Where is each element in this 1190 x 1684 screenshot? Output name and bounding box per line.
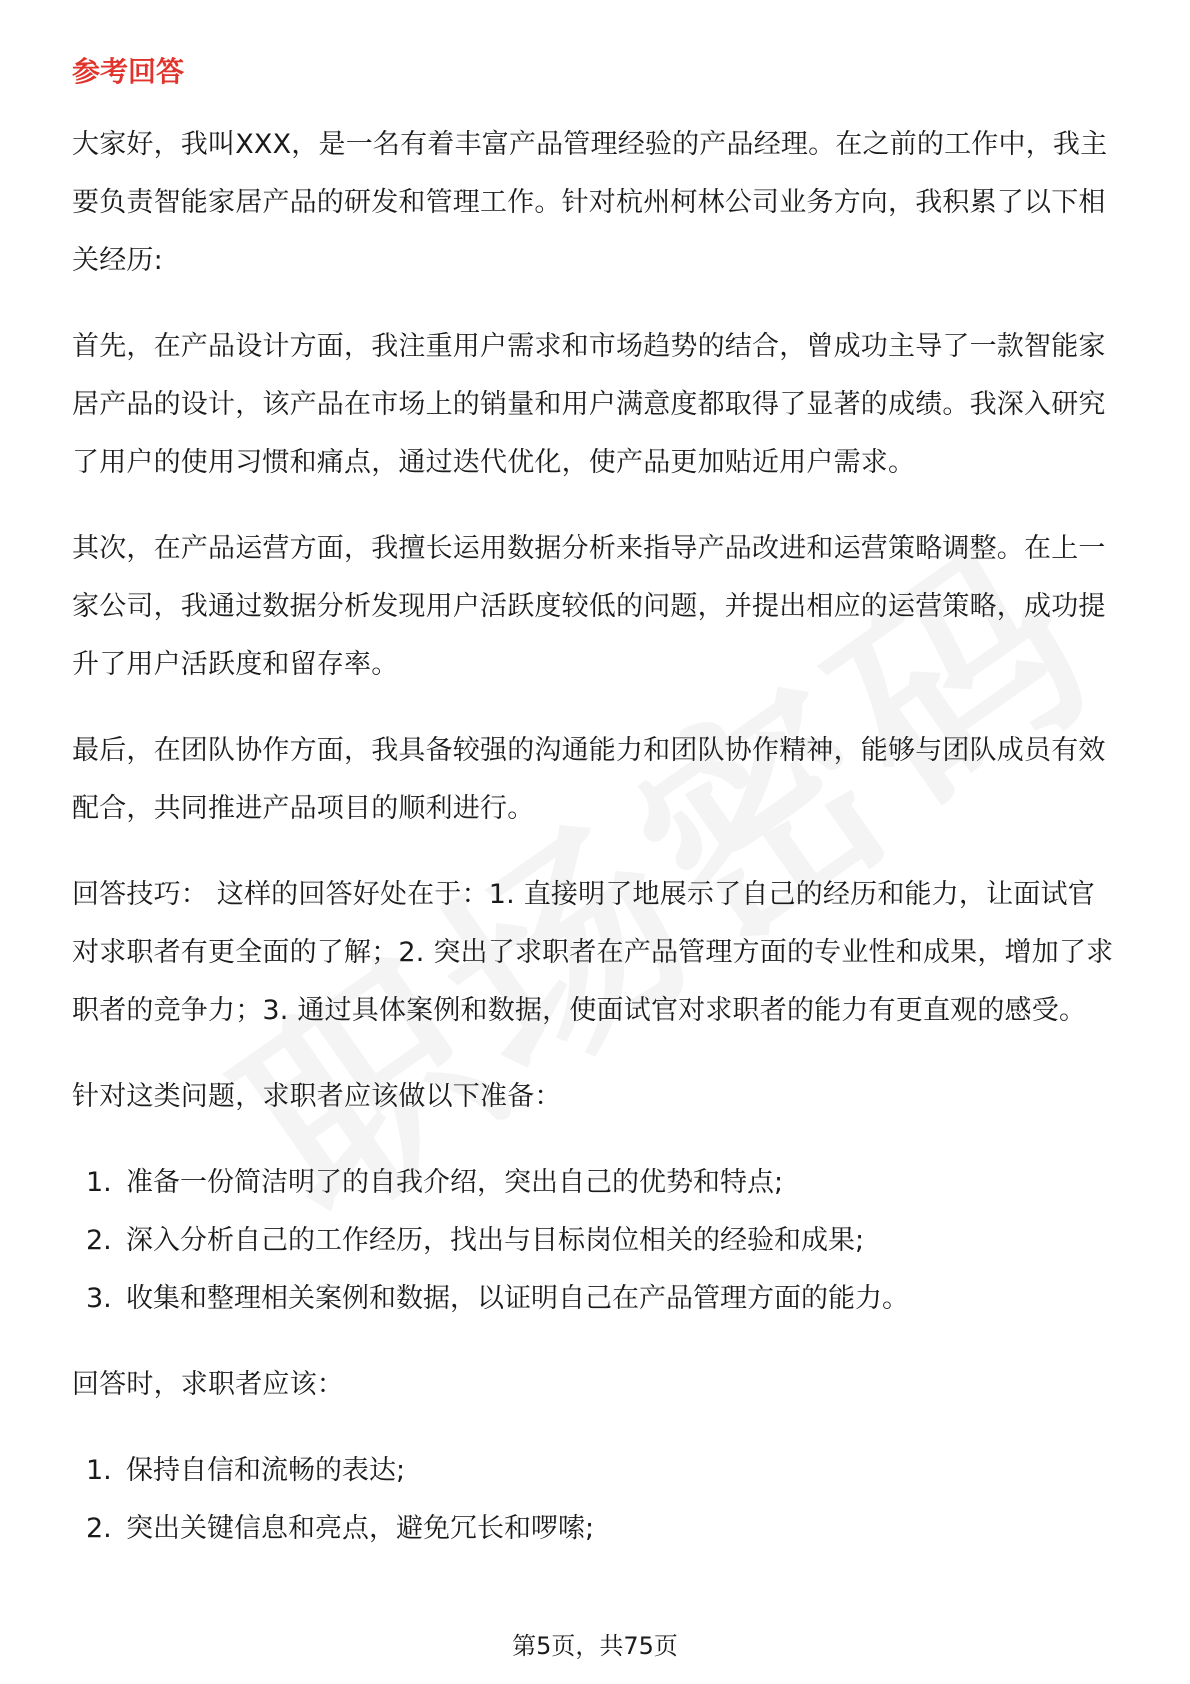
list-item-number: 2. bbox=[86, 1225, 112, 1256]
list-item-text: 深入分析自己的工作经历，找出与目标岗位相关的经验和成果; bbox=[126, 1225, 865, 1256]
page-number: 第5页，共75页 bbox=[512, 1632, 678, 1660]
list-item-text: 准备一份简洁明了的自我介绍，突出自己的优势和特点; bbox=[126, 1167, 784, 1198]
paragraph-prep-intro: 针对这类问题，求职者应该做以下准备： bbox=[72, 1081, 562, 1112]
list-item-text: 突出关键信息和亮点，避免冗长和啰嗦; bbox=[126, 1513, 595, 1544]
paragraph-teamwork: 最后，在团队协作方面，我具备较强的沟通能力和团队协作精神，能够与团队成员有效配合，共同推进产品项目的顺利进行。 bbox=[72, 735, 1106, 824]
list-item-text: 收集和整理相关案例和数据，以证明自己在产品管理方面的能力。 bbox=[126, 1283, 909, 1314]
answer-list bbox=[72, 1442, 1122, 1558]
list-item bbox=[86, 1154, 1122, 1212]
list-item bbox=[86, 1442, 1122, 1500]
paragraph-tips: 回答技巧： 这样的回答好处在于：1. 直接明了地展示了自己的经历和能力，让面试官对求职者有更全面的了解；2. 突出了求职者在产品管理方面的专业性和成果，增加了求职者的竞争力；3. 通过具体案例和数据，使面试官对求职者的能力有更直观的感受。 bbox=[72, 879, 1114, 1026]
list-item-number: 3. bbox=[86, 1283, 112, 1314]
list-item bbox=[86, 1500, 1122, 1558]
paragraph-design: 首先，在产品设计方面，我注重用户需求和市场趋势的结合，曾成功主导了一款智能家居产品的设计，该产品在市场上的销量和用户满意度都取得了显著的成绩。我深入研究了用户的使用习惯和痛点，通过迭代优化，使产品更加贴近用户需求。 bbox=[72, 331, 1106, 478]
list-item-number: 1. bbox=[86, 1167, 112, 1198]
prep-list bbox=[72, 1154, 1122, 1328]
section-title: 参考回答 bbox=[72, 55, 185, 88]
document-content bbox=[72, 48, 1122, 1586]
list-item-number: 2. bbox=[86, 1513, 112, 1544]
list-item bbox=[86, 1212, 1122, 1270]
list-item bbox=[86, 1270, 1122, 1328]
list-item-number: 1. bbox=[86, 1455, 112, 1486]
list-item-text: 保持自信和流畅的表达; bbox=[126, 1455, 406, 1486]
paragraph-operation: 其次，在产品运营方面，我擅长运用数据分析来指导产品改进和运营策略调整。在上一家公司，我通过数据分析发现用户活跃度较低的问题，并提出相应的运营策略，成功提升了用户活跃度和留存率。 bbox=[72, 533, 1106, 680]
paragraph-intro: 大家好，我叫XXX，是一名有着丰富产品管理经验的产品经理。在之前的工作中，我主要负责智能家居产品的研发和管理工作。针对杭州柯林公司业务方向，我积累了以下相关经历: bbox=[72, 129, 1108, 276]
paragraph-answer-intro: 回答时，求职者应该： bbox=[72, 1369, 344, 1400]
